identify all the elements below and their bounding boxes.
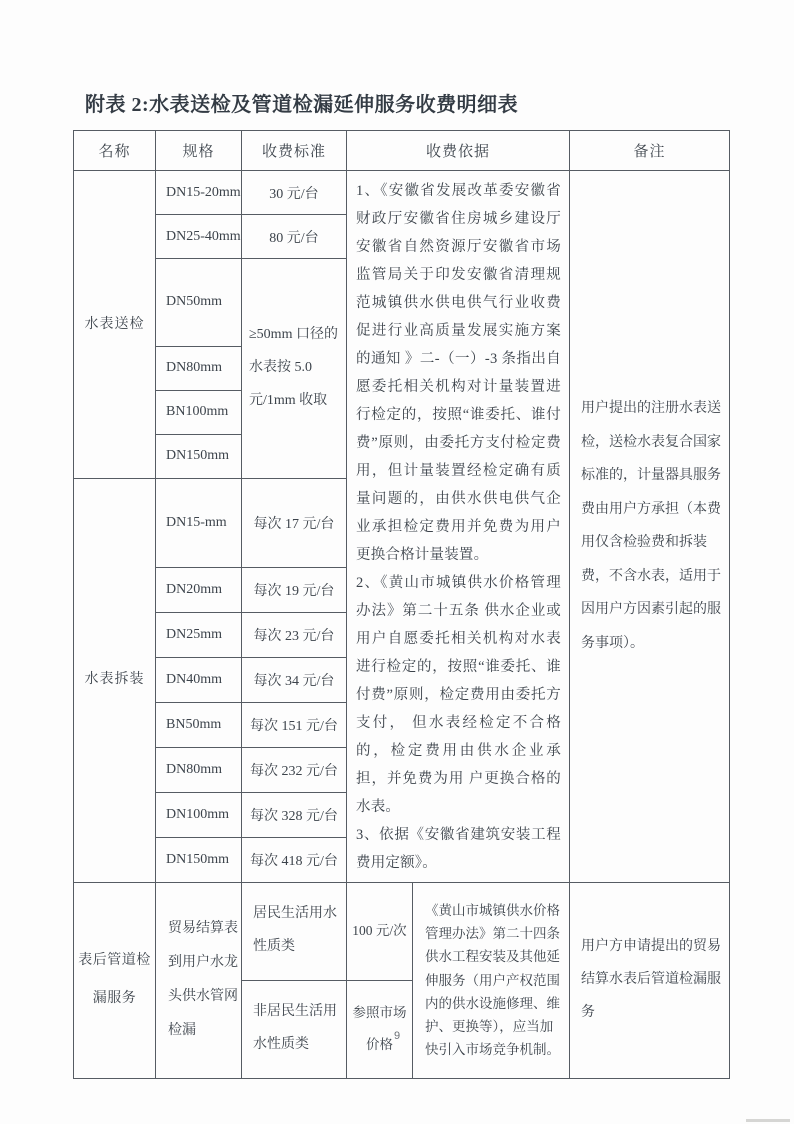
- spec-cell: DN100mm: [156, 792, 242, 837]
- col-header-remark: 备注: [570, 131, 730, 171]
- col-header-spec: 规格: [156, 131, 242, 171]
- price-cell: 每次 34 元/台: [242, 657, 347, 702]
- price-cell: 每次 23 元/台: [242, 612, 347, 657]
- spec-cell: DN15-20mm: [156, 171, 242, 215]
- document-title: 附表 2:水表送检及管道检漏延伸服务收费明细表: [85, 94, 519, 116]
- remark-cell: 用户提出的注册水表送检，送检水表复合国家标准的，计量器具服务费由用户方承担（本费用仅含检验费和拆装费，不含水表，适用于因用户方因素引起的服务事项）。: [570, 171, 730, 883]
- price-cell: 每次 151 元/台: [242, 702, 347, 747]
- section-name-leak-detection: 表后管道检漏服务: [74, 882, 156, 1078]
- table-row: [74, 882, 730, 980]
- section-name-meter-inspection: 水表送检: [74, 171, 156, 479]
- spec-cell: DN150mm: [156, 837, 242, 882]
- col-header-basis: 收费依据: [347, 131, 570, 171]
- spec-cell: DN150mm: [156, 434, 242, 478]
- fee-basis-cell: 《黄山市城镇供水价格管理办法》第二十四条 供水工程安装及其他延伸服务（用户产权范围内的供水设施修理、维护、更换等），应当加快引入市场竞争机制。: [413, 882, 570, 1078]
- price-cell: 每次 418 元/台: [242, 837, 347, 882]
- spec-cell: DN25mm: [156, 612, 242, 657]
- spec-cell: DN50mm: [156, 259, 242, 347]
- price-cell: 30 元/台: [242, 171, 347, 215]
- spec-cell: DN80mm: [156, 346, 242, 390]
- spec-cell: BN100mm: [156, 390, 242, 434]
- table-row: [74, 171, 730, 215]
- col-header-standard: 收费标准: [242, 131, 347, 171]
- scan-edge-artifact: [746, 1119, 790, 1122]
- price-cell: 每次 328 元/台: [242, 792, 347, 837]
- price-cell: 100 元/次: [347, 882, 413, 980]
- spec-cell: DN20mm: [156, 567, 242, 612]
- fee-basis-cell: [347, 171, 570, 883]
- price-cell: 80 元/台: [242, 215, 347, 259]
- fee-table: [73, 130, 730, 1079]
- spec-cell: DN25-40mm: [156, 215, 242, 259]
- basis-paragraph: 3、依据《安徽省建筑安装工程费用定额》。: [356, 826, 562, 871]
- page-number: 9: [393, 1030, 401, 1042]
- price-cell: 每次 232 元/台: [242, 747, 347, 792]
- spec-cell: BN50mm: [156, 702, 242, 747]
- basis-paragraph: 2、《黄山市城镇供水价格管理办法》第二十五条 供水企业或用户自愿委托相关机构对水表进行检定的，按照“谁委托、谁付费”原则，检定费用由委托方支付， 但水表经检定不合格的，检定费用由供水企业承担，并免费为用 户更换合格的水表。: [356, 574, 562, 815]
- price-cell: 参照市场价格: [347, 980, 413, 1078]
- water-category-cell: 非居民生活用水性质类: [242, 980, 347, 1078]
- spec-cell: 贸易结算表到用户水龙头供水管网检漏: [156, 882, 242, 1078]
- price-cell: 每次 19 元/台: [242, 567, 347, 612]
- remark-cell: 用户方申请提出的贸易结算水表后管道检漏服务: [570, 882, 730, 1078]
- water-category-cell: 居民生活用水性质类: [242, 882, 347, 980]
- col-header-name: 名称: [74, 131, 156, 171]
- table-header-row: [74, 131, 730, 171]
- spec-cell: DN15-mm: [156, 478, 242, 567]
- section-name-meter-removal: 水表拆装: [74, 478, 156, 882]
- price-cell: 每次 17 元/台: [242, 478, 347, 567]
- merged-price-cell: ≥50mm 口径的水表按 5.0 元/1mm 收取: [242, 259, 347, 479]
- basis-paragraph: 1、《安徽省发展改革委安徽省财政厅安徽省住房城乡建设厅安徽省自然资源厅安徽省市场监管局关于印发安徽省清理规范城镇供水供电供气行业收费促进行业高质量发展实施方案的通知 》二-（一）-3 条指出自愿委托相关机构对计量装置进行检定的，按照“谁委托、谁付费”原则，由委托方支付检定费用，但计量装置经检定确有质量问题的，由供水供电供气企业承担检定费用并免费为用户更换合格计量装置。: [356, 183, 562, 563]
- spec-cell: DN40mm: [156, 657, 242, 702]
- spec-cell: DN80mm: [156, 747, 242, 792]
